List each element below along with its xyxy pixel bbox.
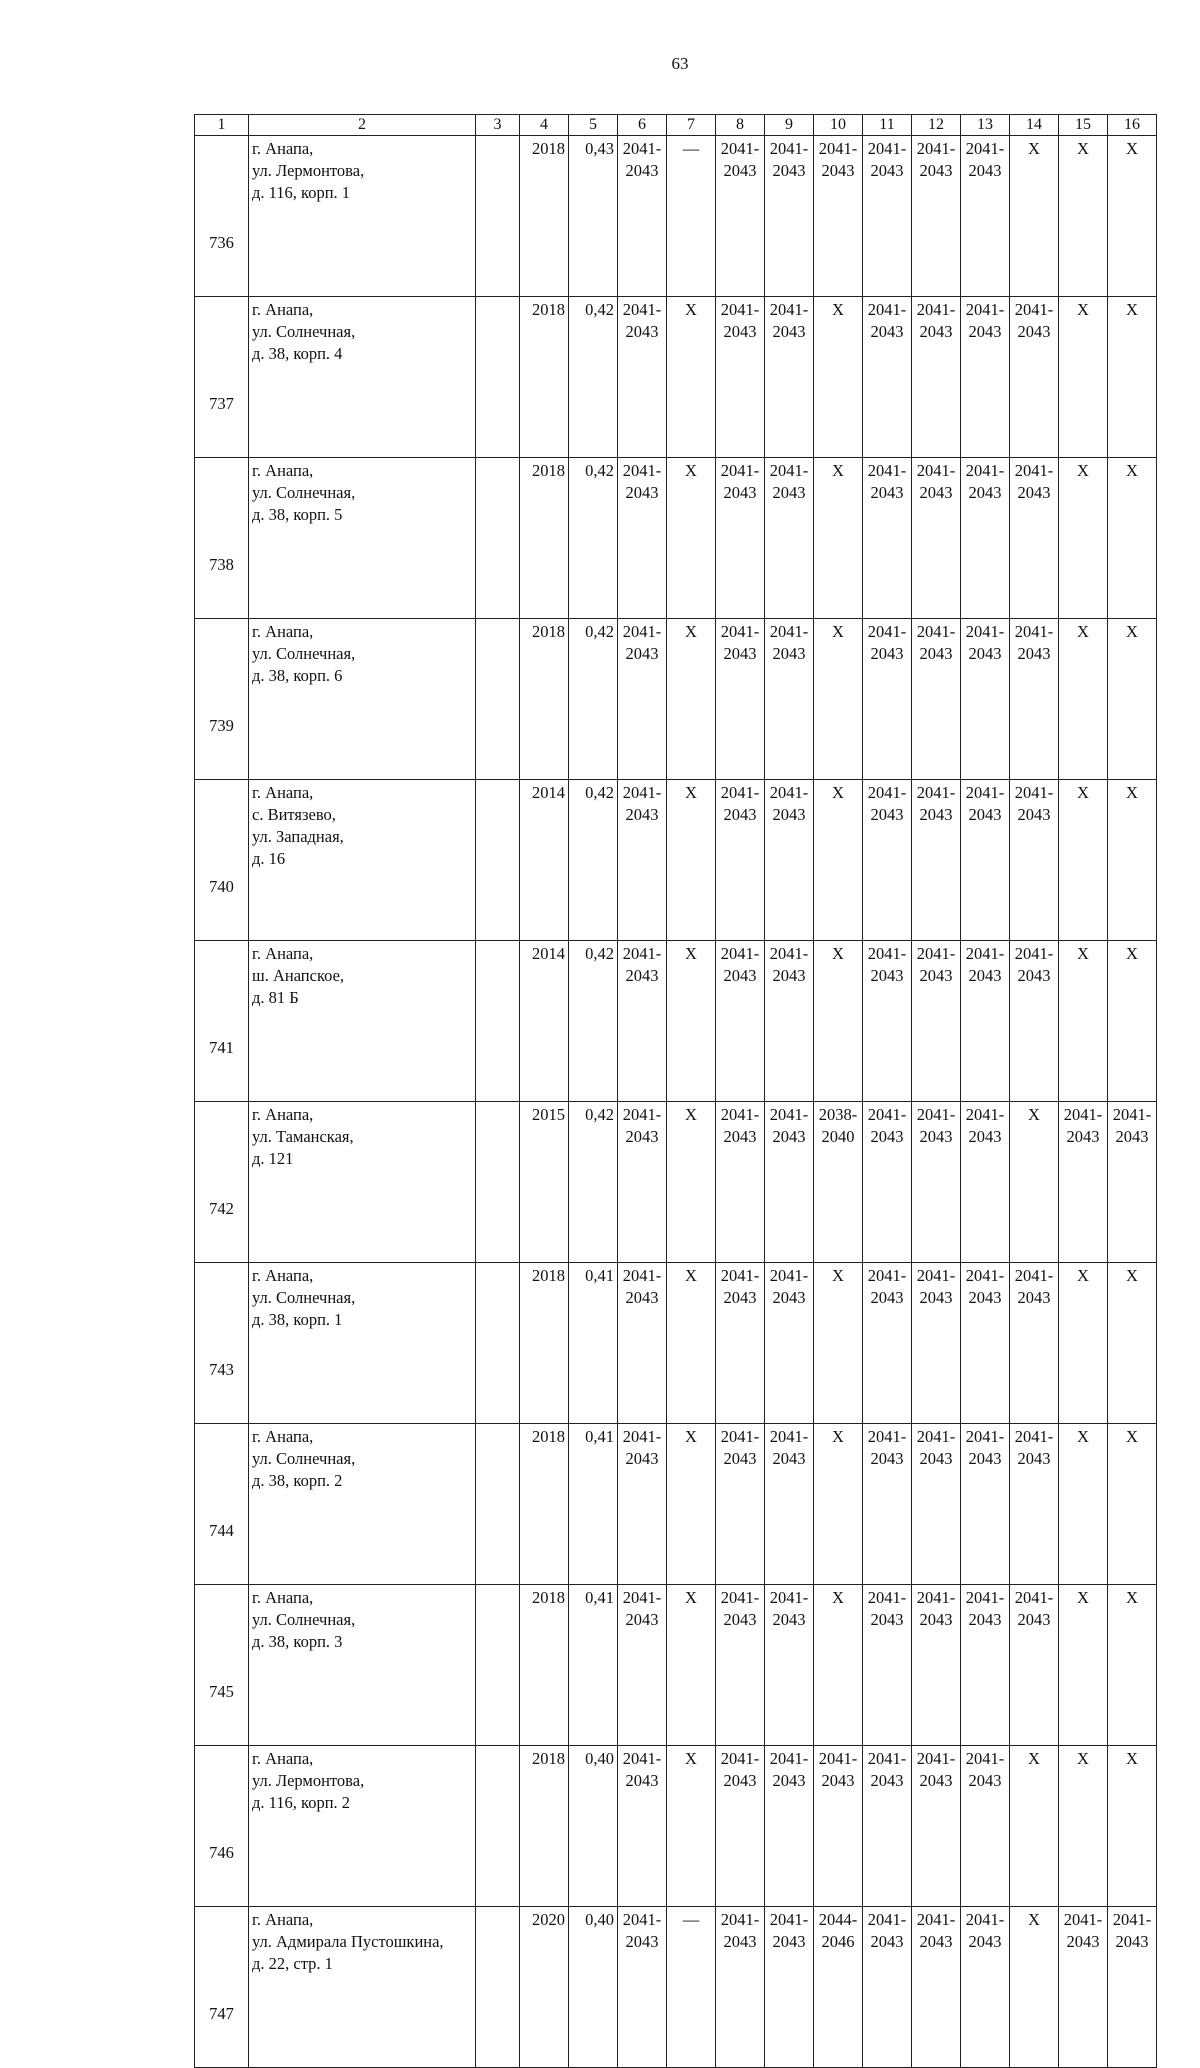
cell-col-7: X [667,1263,716,1424]
address-line: ул. Солнечная, [252,1449,356,1468]
cell-col-6: 2041- 2043 [618,1102,667,1263]
row-number: 740 [195,780,249,941]
column-number-1: 1 [195,115,249,136]
address-line: д. 121 [252,1149,294,1168]
table-row [195,941,1157,1102]
cell-col-7: — [667,1907,716,2068]
column-number-6: 6 [618,115,667,136]
address-line: д. 38, корп. 6 [252,666,343,685]
cell-col-7: X [667,1102,716,1263]
cell-col-16: X [1108,458,1157,619]
cell-col-15: X [1059,1263,1108,1424]
cell-col-15: X [1059,1746,1108,1907]
address-cell [249,1424,476,1585]
cell-col-13: 2041- 2043 [961,458,1010,619]
cell-col-6: 2041- 2043 [618,1424,667,1585]
table-row [195,1263,1157,1424]
cell-col-9: 2041- 2043 [765,1424,814,1585]
cell-col-3 [476,1907,520,2068]
address-line: г. Анапа, [252,783,314,802]
table-row [195,1424,1157,1585]
address-line: д. 38, корп. 3 [252,1632,343,1651]
column-number-10: 10 [814,115,863,136]
cell-col-8: 2041- 2043 [716,1424,765,1585]
cell-col-15: 2041- 2043 [1059,1102,1108,1263]
cell-col-5: 0,42 [569,458,618,619]
address-line: г. Анапа, [252,300,314,319]
cell-col-4: 2018 [520,1263,569,1424]
column-number-14: 14 [1010,115,1059,136]
cell-col-16: X [1108,136,1157,297]
address-line: д. 38, корп. 1 [252,1310,343,1329]
cell-col-13: 2041- 2043 [961,1907,1010,2068]
address-cell [249,941,476,1102]
cell-col-11: 2041- 2043 [863,780,912,941]
cell-col-4: 2018 [520,297,569,458]
cell-col-9: 2041- 2043 [765,1907,814,2068]
address-line: г. Анапа, [252,1266,314,1285]
cell-col-6: 2041- 2043 [618,136,667,297]
cell-col-3 [476,1102,520,1263]
table-row [195,1585,1157,1746]
cell-col-3 [476,1263,520,1424]
table-row [195,1102,1157,1263]
cell-col-4: 2018 [520,619,569,780]
cell-col-16: X [1108,297,1157,458]
cell-col-7: X [667,1585,716,1746]
cell-col-3 [476,297,520,458]
cell-col-10: X [814,1424,863,1585]
cell-col-14: X [1010,1746,1059,1907]
row-number: 741 [195,941,249,1102]
cell-col-8: 2041- 2043 [716,297,765,458]
table-row [195,297,1157,458]
address-line: ул. Западная, [252,827,344,846]
cell-col-5: 0,41 [569,1424,618,1585]
cell-col-5: 0,42 [569,619,618,780]
cell-col-4: 2018 [520,1585,569,1746]
cell-col-8: 2041- 2043 [716,619,765,780]
cell-col-10: X [814,297,863,458]
cell-col-3 [476,619,520,780]
row-number: 739 [195,619,249,780]
cell-col-14: 2041- 2043 [1010,941,1059,1102]
cell-col-11: 2041- 2043 [863,1102,912,1263]
cell-col-10: 2038- 2040 [814,1102,863,1263]
address-line: ул. Солнечная, [252,322,356,341]
address-line: д. 81 Б [252,988,299,1007]
cell-col-11: 2041- 2043 [863,1907,912,2068]
column-number-12: 12 [912,115,961,136]
cell-col-11: 2041- 2043 [863,458,912,619]
address-cell [249,1746,476,1907]
address-line: г. Анапа, [252,1427,314,1446]
address-line: д. 38, корп. 5 [252,505,343,524]
cell-col-15: X [1059,458,1108,619]
cell-col-12: 2041- 2043 [912,458,961,619]
cell-col-8: 2041- 2043 [716,941,765,1102]
cell-col-13: 2041- 2043 [961,297,1010,458]
cell-col-13: 2041- 2043 [961,1585,1010,1746]
cell-col-9: 2041- 2043 [765,1585,814,1746]
cell-col-5: 0,41 [569,1263,618,1424]
address-line: ул. Солнечная, [252,1288,356,1307]
address-cell [249,619,476,780]
cell-col-9: 2041- 2043 [765,619,814,780]
cell-col-13: 2041- 2043 [961,1424,1010,1585]
cell-col-12: 2041- 2043 [912,1424,961,1585]
cell-col-16: X [1108,1746,1157,1907]
cell-col-16: X [1108,941,1157,1102]
cell-col-11: 2041- 2043 [863,1585,912,1746]
cell-col-10: X [814,619,863,780]
address-cell [249,458,476,619]
cell-col-6: 2041- 2043 [618,780,667,941]
address-line: ул. Адмирала Пустошкина, [252,1932,444,1951]
cell-col-13: 2041- 2043 [961,136,1010,297]
address-line: ул. Лермонтова, [252,161,365,180]
cell-col-5: 0,40 [569,1746,618,1907]
cell-col-11: 2041- 2043 [863,941,912,1102]
table-row [195,458,1157,619]
cell-col-4: 2014 [520,941,569,1102]
column-number-3: 3 [476,115,520,136]
cell-col-16: X [1108,780,1157,941]
cell-col-3 [476,941,520,1102]
cell-col-6: 2041- 2043 [618,1263,667,1424]
cell-col-7: X [667,458,716,619]
column-number-header-row [195,115,1157,136]
cell-col-6: 2041- 2043 [618,1907,667,2068]
cell-col-3 [476,1746,520,1907]
cell-col-16: X [1108,619,1157,780]
column-number-7: 7 [667,115,716,136]
cell-col-12: 2041- 2043 [912,1746,961,1907]
cell-col-6: 2041- 2043 [618,619,667,780]
address-line: г. Анапа, [252,1910,314,1929]
address-line: ул. Лермонтова, [252,1771,365,1790]
row-number: 736 [195,136,249,297]
cell-col-8: 2041- 2043 [716,458,765,619]
cell-col-13: 2041- 2043 [961,780,1010,941]
cell-col-10: X [814,1585,863,1746]
cell-col-9: 2041- 2043 [765,1263,814,1424]
cell-col-14: 2041- 2043 [1010,1585,1059,1746]
cell-col-5: 0,42 [569,297,618,458]
cell-col-15: X [1059,619,1108,780]
cell-col-10: X [814,941,863,1102]
cell-col-5: 0,42 [569,780,618,941]
cell-col-6: 2041- 2043 [618,297,667,458]
cell-col-12: 2041- 2043 [912,1907,961,2068]
cell-col-5: 0,41 [569,1585,618,1746]
address-line: г. Анапа, [252,1105,314,1124]
cell-col-12: 2041- 2043 [912,1585,961,1746]
address-cell [249,1907,476,2068]
address-line: г. Анапа, [252,944,314,963]
address-line: г. Анапа, [252,1588,314,1607]
cell-col-11: 2041- 2043 [863,1746,912,1907]
cell-col-9: 2041- 2043 [765,136,814,297]
row-number: 747 [195,1907,249,2068]
cell-col-8: 2041- 2043 [716,1585,765,1746]
address-line: д. 38, корп. 2 [252,1471,343,1490]
table-row [195,1907,1157,2068]
row-number: 742 [195,1102,249,1263]
cell-col-6: 2041- 2043 [618,1746,667,1907]
cell-col-8: 2041- 2043 [716,1263,765,1424]
row-number: 743 [195,1263,249,1424]
cell-col-13: 2041- 2043 [961,1102,1010,1263]
row-number: 744 [195,1424,249,1585]
address-line: г. Анапа, [252,139,314,158]
table-row [195,619,1157,780]
table-row [195,780,1157,941]
cell-col-10: 2044- 2046 [814,1907,863,2068]
column-number-2: 2 [249,115,476,136]
cell-col-7: X [667,1746,716,1907]
page-number: 63 [671,54,689,73]
address-line: д. 116, корп. 2 [252,1793,351,1812]
cell-col-10: X [814,780,863,941]
cell-col-16: 2041- 2043 [1108,1102,1157,1263]
cell-col-3 [476,1424,520,1585]
cell-col-13: 2041- 2043 [961,1263,1010,1424]
cell-col-12: 2041- 2043 [912,297,961,458]
cell-col-9: 2041- 2043 [765,458,814,619]
address-line: ул. Солнечная, [252,644,356,663]
address-line: ул. Солнечная, [252,483,356,502]
cell-col-9: 2041- 2043 [765,780,814,941]
table-row [195,1746,1157,1907]
cell-col-5: 0,40 [569,1907,618,2068]
cell-col-7: X [667,780,716,941]
column-number-5: 5 [569,115,618,136]
address-line: ул. Таманская, [252,1127,354,1146]
cell-col-4: 2020 [520,1907,569,2068]
cell-col-6: 2041- 2043 [618,458,667,619]
address-cell [249,780,476,941]
cell-col-7: X [667,297,716,458]
address-cell [249,1585,476,1746]
cell-col-5: 0,43 [569,136,618,297]
row-number: 737 [195,297,249,458]
cell-col-14: 2041- 2043 [1010,297,1059,458]
cell-col-12: 2041- 2043 [912,619,961,780]
cell-col-10: X [814,1263,863,1424]
column-number-8: 8 [716,115,765,136]
cell-col-15: 2041- 2043 [1059,1907,1108,2068]
cell-col-14: X [1010,136,1059,297]
cell-col-11: 2041- 2043 [863,619,912,780]
cell-col-6: 2041- 2043 [618,941,667,1102]
column-number-11: 11 [863,115,912,136]
cell-col-15: X [1059,1585,1108,1746]
address-line: г. Анапа, [252,461,314,480]
cell-col-16: 2041- 2043 [1108,1907,1157,2068]
address-line: д. 22, стр. 1 [252,1954,333,1973]
cell-col-8: 2041- 2043 [716,780,765,941]
row-number: 738 [195,458,249,619]
cell-col-16: X [1108,1424,1157,1585]
cell-col-4: 2018 [520,1746,569,1907]
cell-col-14: 2041- 2043 [1010,619,1059,780]
cell-col-8: 2041- 2043 [716,1746,765,1907]
cell-col-6: 2041- 2043 [618,1585,667,1746]
cell-col-4: 2018 [520,1424,569,1585]
cell-col-5: 0,42 [569,941,618,1102]
address-line: с. Витязево, [252,805,336,824]
cell-col-14: 2041- 2043 [1010,1263,1059,1424]
cell-col-7: X [667,941,716,1102]
address-cell [249,136,476,297]
row-number: 746 [195,1746,249,1907]
cell-col-13: 2041- 2043 [961,1746,1010,1907]
cell-col-12: 2041- 2043 [912,1263,961,1424]
cell-col-15: X [1059,136,1108,297]
cell-col-4: 2015 [520,1102,569,1263]
address-line: д. 38, корп. 4 [252,344,343,363]
row-number: 745 [195,1585,249,1746]
column-number-4: 4 [520,115,569,136]
cell-col-15: X [1059,941,1108,1102]
column-number-13: 13 [961,115,1010,136]
cell-col-8: 2041- 2043 [716,136,765,297]
cell-col-14: 2041- 2043 [1010,1424,1059,1585]
cell-col-3 [476,1585,520,1746]
cell-col-9: 2041- 2043 [765,297,814,458]
cell-col-15: X [1059,780,1108,941]
cell-col-16: X [1108,1263,1157,1424]
column-number-16: 16 [1108,115,1157,136]
address-cell [249,1263,476,1424]
address-cell [249,297,476,458]
table-row [195,136,1157,297]
cell-col-14: X [1010,1102,1059,1263]
cell-col-11: 2041- 2043 [863,136,912,297]
cell-col-12: 2041- 2043 [912,780,961,941]
address-line: ш. Анапское, [252,966,345,985]
cell-col-3 [476,458,520,619]
cell-col-11: 2041- 2043 [863,297,912,458]
address-line: г. Анапа, [252,622,314,641]
cell-col-8: 2041- 2043 [716,1907,765,2068]
cell-col-5: 0,42 [569,1102,618,1263]
cell-col-9: 2041- 2043 [765,941,814,1102]
cell-col-4: 2018 [520,136,569,297]
housing-register-table [194,114,1157,2068]
cell-col-7: — [667,136,716,297]
column-number-15: 15 [1059,115,1108,136]
cell-col-12: 2041- 2043 [912,1102,961,1263]
cell-col-3 [476,780,520,941]
address-line: д. 16 [252,849,286,868]
cell-col-4: 2014 [520,780,569,941]
cell-col-10: 2041- 2043 [814,136,863,297]
cell-col-13: 2041- 2043 [961,941,1010,1102]
cell-col-14: 2041- 2043 [1010,458,1059,619]
cell-col-16: X [1108,1585,1157,1746]
cell-col-12: 2041- 2043 [912,941,961,1102]
cell-col-7: X [667,1424,716,1585]
column-number-9: 9 [765,115,814,136]
cell-col-15: X [1059,297,1108,458]
cell-col-3 [476,136,520,297]
cell-col-14: X [1010,1907,1059,2068]
cell-col-9: 2041- 2043 [765,1746,814,1907]
cell-col-10: X [814,458,863,619]
cell-col-13: 2041- 2043 [961,619,1010,780]
cell-col-11: 2041- 2043 [863,1263,912,1424]
cell-col-4: 2018 [520,458,569,619]
address-line: д. 116, корп. 1 [252,183,351,202]
cell-col-10: 2041- 2043 [814,1746,863,1907]
cell-col-14: 2041- 2043 [1010,780,1059,941]
cell-col-11: 2041- 2043 [863,1424,912,1585]
address-line: г. Анапа, [252,1749,314,1768]
cell-col-8: 2041- 2043 [716,1102,765,1263]
address-cell [249,1102,476,1263]
cell-col-15: X [1059,1424,1108,1585]
cell-col-7: X [667,619,716,780]
cell-col-12: 2041- 2043 [912,136,961,297]
address-line: ул. Солнечная, [252,1610,356,1629]
cell-col-9: 2041- 2043 [765,1102,814,1263]
